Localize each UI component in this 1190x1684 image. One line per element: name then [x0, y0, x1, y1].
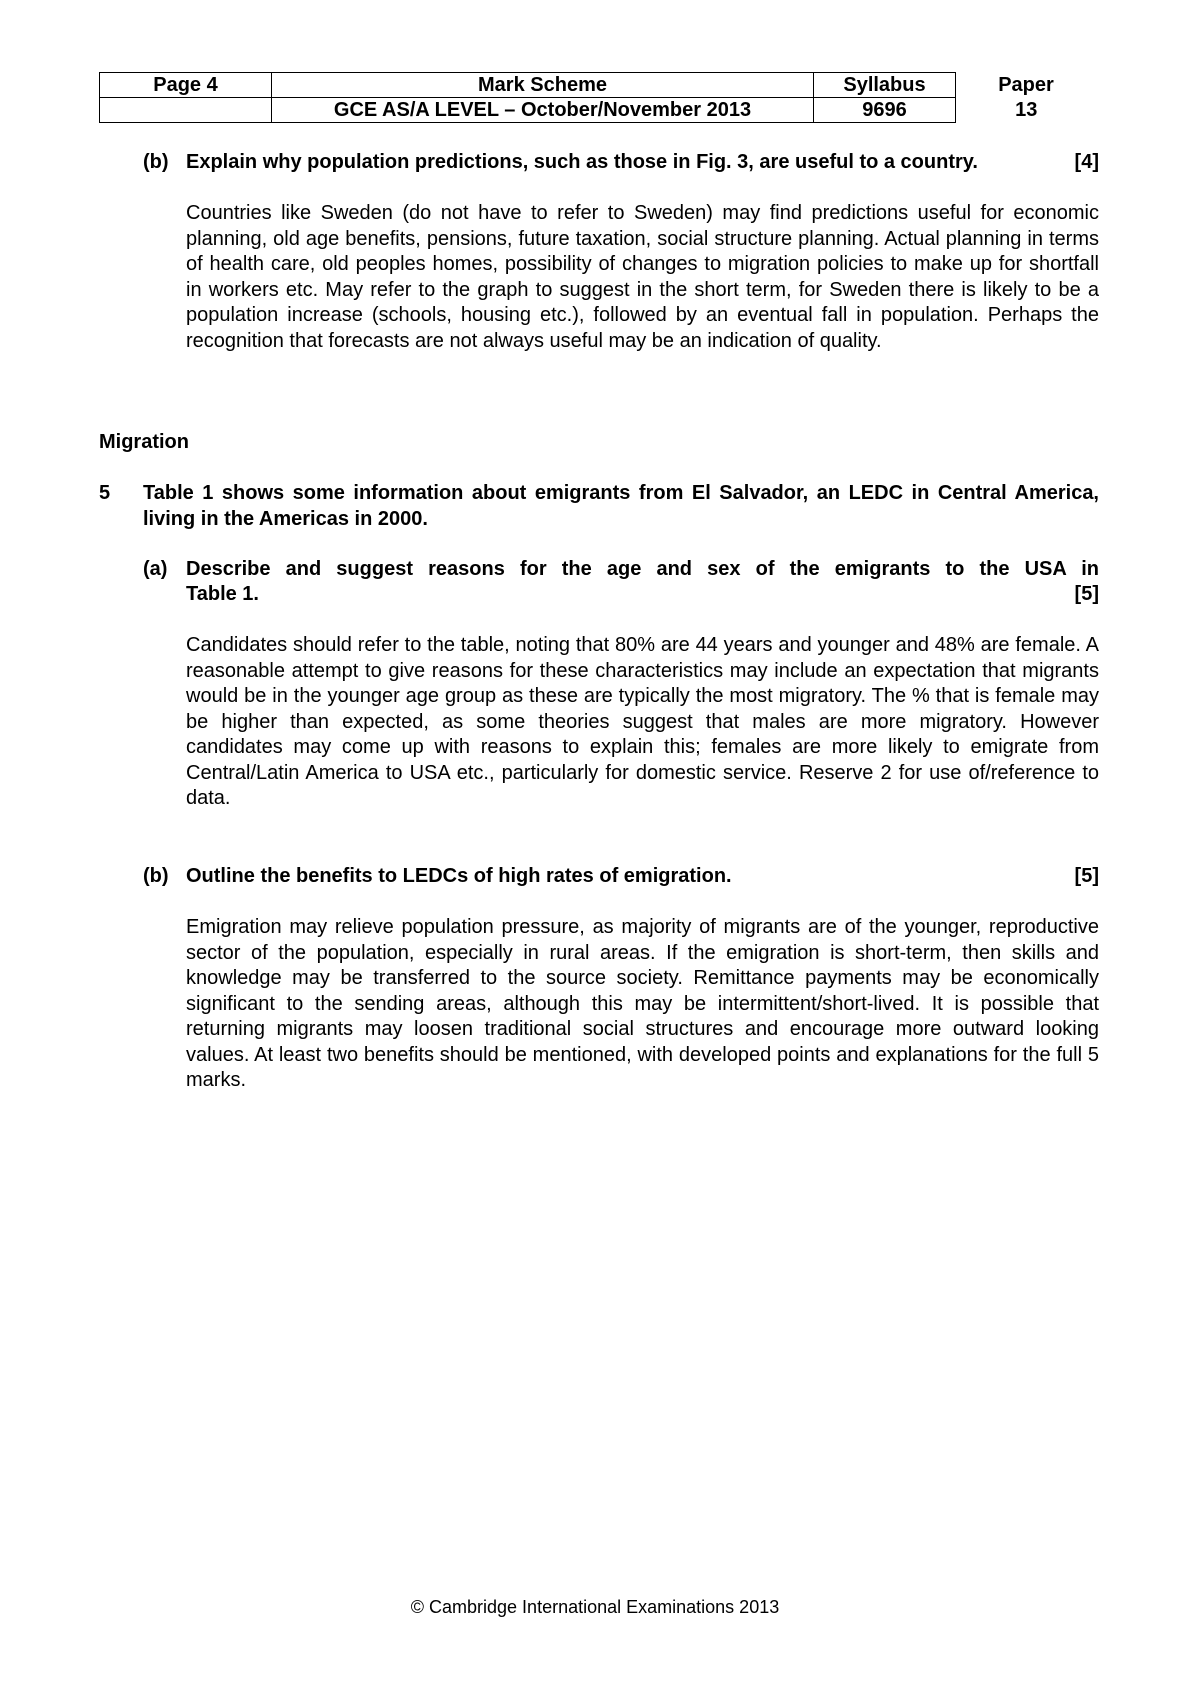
empty-cell	[100, 98, 272, 123]
header-row	[100, 73, 1097, 98]
title-cell: Mark Scheme	[272, 73, 814, 98]
q5-number: 5	[99, 482, 111, 504]
copyright-footer: © Cambridge International Examinations 2013	[410, 1597, 780, 1617]
exam-session-cell: GCE AS/A LEVEL – October/November 2013	[272, 98, 814, 123]
q5b-question-line	[186, 864, 1099, 890]
q5a-label: (a)	[143, 558, 168, 580]
q4b-answer: Countries like Sweden (do not have to refer to Sweden) may find predictions useful for economic planning, old age benefits, pensions, future taxation, social structure planning. Actual planning in terms of health care, old peoples homes, possibility of changes to migration policies to make up for shortfall in workers etc. May refer to the graph to suggest in the short term, for Sweden there is likely to be a population increase (schools, housing etc.), followed by an eventual fall in population. Perhaps the recognition that forecasts are not always useful may be an indication of quality.	[186, 202, 1099, 352]
q5a-answer: Candidates should refer to the table, noting that 80% are 44 years and younger and 48% are female. A reasonable attempt to give reasons for these characteristics may include an expectation that migrants would be in the younger age group as these are typically the most migratory. The % that is female may be higher than expected, as some theories suggest that males are more migratory. However candidates may come up with reasons to explain this; females are more likely to emigrate from Central/Latin America to USA etc., particularly for domestic service. Reserve 2 for use of/reference to data.	[186, 634, 1099, 809]
q5b-question: Outline the benefits to LEDCs of high rates of emigration.	[186, 865, 732, 887]
q5a-marks: [5]	[1074, 583, 1099, 605]
q5a-question-line2-text: Table 1.	[186, 583, 259, 605]
q5a-question-line2	[186, 582, 1099, 608]
q5b-label: (b)	[143, 865, 169, 887]
paper-number-cell: 13	[1015, 99, 1038, 121]
q4b-label: (b)	[143, 151, 169, 173]
q5a-question-line1	[186, 557, 1099, 583]
syllabus-cell: Syllabus	[814, 73, 956, 98]
header-row	[100, 98, 1097, 123]
syllabus-code-cell: 9696	[814, 98, 956, 123]
header-table	[99, 72, 1097, 123]
q5-text: Table 1 shows some information about emigrants from El Salvador, an LEDC in Central America, living in the Americas in 2000.	[143, 482, 1099, 530]
q4b-question-line	[186, 150, 1099, 176]
q5b-marks: [5]	[1074, 865, 1099, 887]
q5b-answer: Emigration may relieve population pressure, as majority of migrants are of the younger, reproductive sector of the population, especially in rural areas. If the emigration is short-term, then skills and knowledge may be transferred to the source society. Remittance payments may be economically significant to the sending areas, although this may be intermittent/short-lived. It is possible that returning migrants may loosen traditional social structures and encourage more outward looking values. At least two benefits should be mentioned, with developed points and explanations for the full 5 marks.	[186, 916, 1099, 1091]
section-heading: Migration	[99, 431, 189, 453]
page-cell: Page 4	[100, 73, 272, 98]
q5a-question-line1-text: Describe and suggest reasons for the age and sex of the emigrants to the USA in	[186, 558, 1099, 580]
q4b-question: Explain why population predictions, such as those in Fig. 3, are useful to a country.	[186, 151, 978, 173]
paper-cell: Paper	[998, 74, 1054, 96]
q4b-marks: [4]	[1074, 151, 1099, 173]
